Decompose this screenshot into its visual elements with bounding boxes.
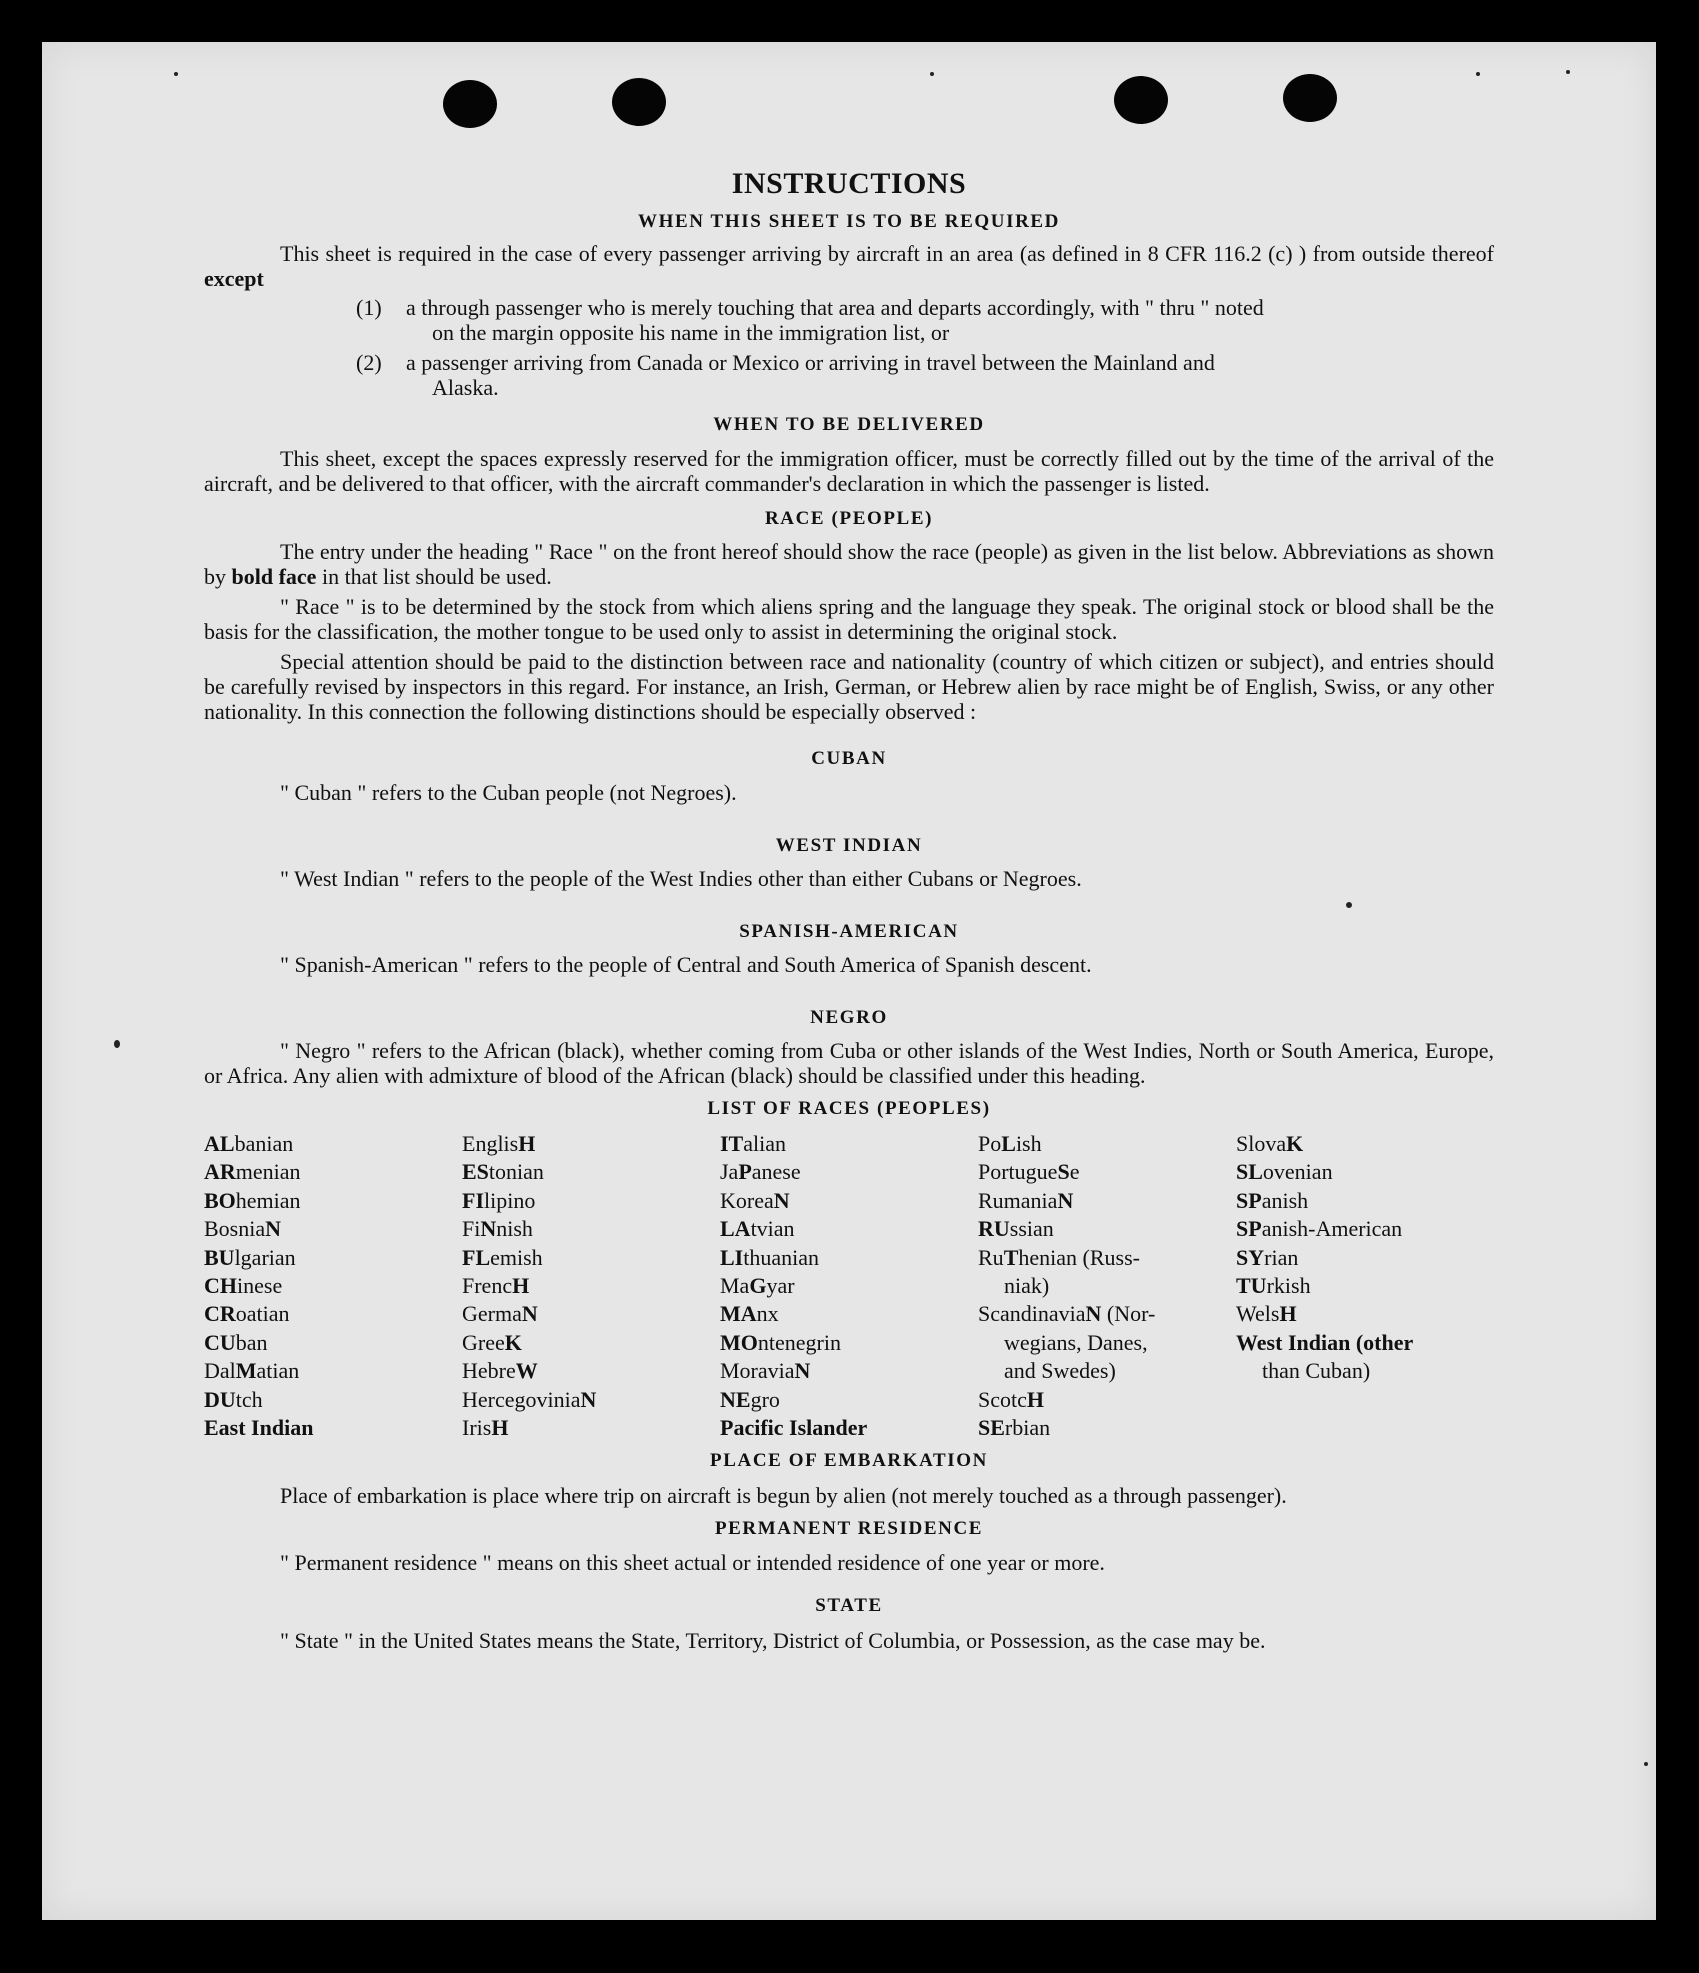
paragraph: " Race " is to be determined by the stock from which aliens spring and the language they speak. The original stock or blood shall be the basis for the classification, the mother tongue to be used only to assist in determining the original stock. — [204, 594, 1494, 644]
race-entry: FiNnish — [462, 1216, 533, 1242]
speck — [114, 1040, 120, 1048]
race-entry: PortugueSe — [978, 1159, 1080, 1185]
race-entry: West Indian (other — [1236, 1329, 1414, 1355]
race-entry: RUssian — [978, 1216, 1054, 1242]
page-title: INSTRUCTIONS — [731, 167, 967, 200]
speck — [1566, 70, 1570, 74]
race-list — [204, 1130, 1494, 1442]
race-column — [720, 1130, 978, 1442]
punch-hole — [1114, 76, 1168, 124]
section-heading: RACE (PEOPLE) — [764, 508, 934, 529]
race-entry: RumaniaN — [978, 1187, 1074, 1213]
paragraph: This sheet, except the spaces expressly reserved for the immigration officer, must be correctly filled out by the time of the arrival of the aircraft, and be delivered to that officer, with the aircraft commander's declaration in which the passenger is listed. — [204, 446, 1494, 496]
speck — [930, 72, 934, 76]
paragraph: " Negro " refers to the African (black), whether coming from Cuba or other islands of the West Indies, North or South America, Europe, or Africa. Any alien with admixture of blood of the African (black) should be classified under this heading. — [204, 1038, 1494, 1088]
race-entry: CUban — [204, 1329, 268, 1355]
race-entry: EStonian — [462, 1159, 544, 1185]
race-entry: GermaN — [462, 1301, 538, 1327]
race-entry: PoLish — [978, 1131, 1042, 1156]
paragraph: Place of embarkation is place where trip on aircraft is begun by alien (not merely touched as a through passenger). — [280, 1483, 1287, 1509]
section-heading: WHEN TO BE DELIVERED — [713, 414, 985, 435]
race-entry: SPanish — [1236, 1187, 1309, 1213]
section-heading: WHEN THIS SHEET IS TO BE REQUIRED — [637, 211, 1061, 232]
section-heading: PERMANENT RESIDENCE — [714, 1518, 984, 1540]
race-entry: CRoatian — [204, 1301, 290, 1327]
race-entry: Pacific Islander — [720, 1415, 868, 1441]
paragraph: " Spanish-American " refers to the people of Central and South America of Spanish descent. — [280, 952, 1092, 977]
paragraph: Special attention should be paid to the distinction between race and nationality (country of which citizen or subject), and entries should be carefully revised by inspectors in this regard. For instance, an Irish, German, or Hebrew alien by race might be of English, Swiss, or any other nationality. In this connection the following distinctions should be especially observed : — [204, 649, 1494, 724]
race-entry: CHinese — [204, 1273, 283, 1299]
race-entry: BUlgarian — [204, 1244, 296, 1270]
race-entry: LIthuanian — [720, 1244, 820, 1270]
race-entry: HercegoviniaN — [462, 1386, 597, 1412]
speck — [174, 72, 178, 76]
race-entry: HebreW — [462, 1358, 538, 1384]
section-heading: STATE — [815, 1595, 883, 1617]
race-entry: MoraviaN — [720, 1358, 811, 1384]
race-entry: ALbanian — [204, 1131, 294, 1156]
race-entry: SErbian — [978, 1415, 1051, 1441]
speck — [1476, 72, 1480, 76]
race-entry: EnglisH — [462, 1131, 536, 1156]
paragraph: " West Indian " refers to the people of the West Indies other than either Cubans or Negroes. — [280, 866, 1082, 891]
race-entry: NEgro — [720, 1386, 780, 1412]
race-entry: TUrkish — [1236, 1273, 1311, 1299]
race-entry: MaGyar — [720, 1273, 795, 1299]
paragraph: " Cuban " refers to the Cuban people (not Negroes). — [280, 780, 737, 805]
race-column — [462, 1130, 720, 1442]
section-heading: SPANISH-AMERICAN — [739, 921, 959, 942]
race-entry: FIlipino — [462, 1187, 536, 1213]
race-column — [978, 1130, 1236, 1442]
section-heading: NEGRO — [810, 1007, 888, 1028]
race-entry: IrisH — [462, 1415, 509, 1441]
race-entry: East Indian — [204, 1415, 314, 1441]
paragraph: The entry under the heading " Race " on the front hereof should show the race (people) as given in the list below. Abbreviations as shown by bold face in that list should be used. — [204, 539, 1494, 589]
race-entry: MOntenegrin — [720, 1329, 841, 1355]
race-entry: JaPanese — [720, 1159, 801, 1185]
section-heading: PLACE OF EMBARKATION — [710, 1450, 988, 1472]
race-entry: ScotcH — [978, 1386, 1045, 1412]
punch-hole — [443, 80, 497, 128]
race-entry: wegians, Danes, — [1004, 1329, 1148, 1355]
race-entry: DUtch — [204, 1386, 263, 1412]
race-entry: BOhemian — [204, 1187, 301, 1213]
race-entry: than Cuban) — [1262, 1358, 1371, 1384]
race-entry: SLovenian — [1236, 1159, 1333, 1185]
paragraph: " State " in the United States means the State, Territory, District of Columbia, or Possession, as the case may be. — [280, 1628, 1266, 1654]
list-item: (2) a passenger arriving from Canada or Mexico or arriving in travel between the Mainland and Alaska. — [356, 350, 1215, 400]
speck — [1644, 1762, 1648, 1766]
race-entry: KoreaN — [720, 1187, 790, 1213]
race-entry: GreeK — [462, 1329, 522, 1355]
race-entry: BosniaN — [204, 1216, 282, 1242]
punch-hole — [612, 78, 666, 126]
race-entry: ScandinaviaN (Nor- — [978, 1301, 1156, 1327]
race-entry: WelsH — [1236, 1301, 1297, 1327]
list-item: (1) a through passenger who is merely touching that area and departs accordingly, with " thru " noted on the margin opposite his name in the immigration list, or — [356, 295, 1264, 345]
race-entry: LAtvian — [720, 1216, 795, 1242]
race-entry: FLemish — [462, 1244, 543, 1270]
paragraph: This sheet is required in the case of every passenger arriving by aircraft in an area (as defined in 8 CFR 116.2 (c) ) from outside thereof except — [204, 241, 1494, 291]
race-entry: RuThenian (Russ- — [978, 1244, 1140, 1270]
section-heading: WEST INDIAN — [775, 835, 923, 856]
section-heading: LIST OF RACES (PEOPLES) — [707, 1098, 991, 1119]
race-entry: ARmenian — [204, 1159, 301, 1185]
race-entry: niak) — [1004, 1273, 1050, 1299]
race-column — [204, 1130, 462, 1442]
punch-hole — [1283, 74, 1337, 122]
race-entry: FrencH — [462, 1273, 530, 1299]
section-heading: CUBAN — [811, 748, 887, 769]
race-entry: and Swedes) — [1004, 1358, 1116, 1384]
instructions-content — [204, 167, 1494, 1655]
race-entry: ITalian — [720, 1131, 787, 1156]
paragraph: " Permanent residence " means on this sheet actual or intended residence of one year or more. — [280, 1550, 1105, 1576]
race-entry: SPanish-American — [1236, 1216, 1403, 1242]
document-page — [42, 42, 1656, 1920]
race-entry: SYrian — [1236, 1244, 1299, 1270]
race-entry: MAnx — [720, 1301, 779, 1327]
race-entry: DalMatian — [204, 1358, 300, 1384]
race-entry: SlovaK — [1236, 1131, 1304, 1156]
race-column — [1236, 1130, 1494, 1442]
